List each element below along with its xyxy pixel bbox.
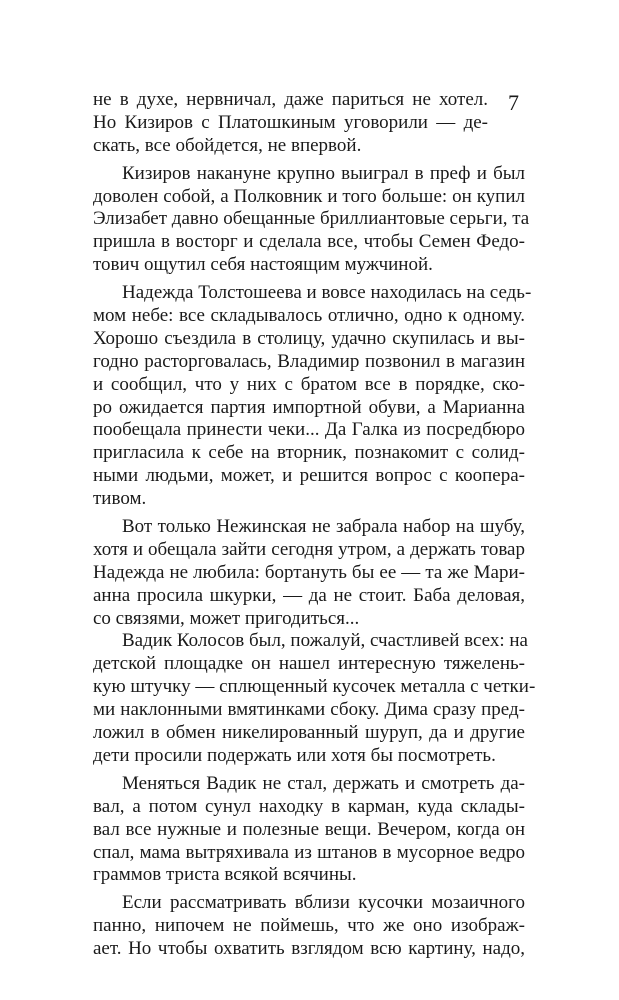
text-line: не в духе, нервничал, даже париться не хотел. bbox=[93, 89, 488, 110]
text-line: вал, а потом сунул находку в карман, куда склады- bbox=[93, 795, 525, 817]
text-line: ми наклонными вмятинками сбоку. Дима сразу пред- bbox=[93, 699, 525, 721]
text-line: граммов триста всякой всячины. bbox=[93, 864, 357, 886]
text-line: годно расторговалась, Владимир позвонил в магазин bbox=[93, 350, 525, 372]
text-line: анна просила шкурки, — да не стоит. Баба деловая, bbox=[93, 584, 525, 606]
text-line: спал, мама вытряхивала из штанов в мусорное ведро bbox=[93, 841, 525, 863]
text-line: кую штучку — сплющенный кусочек металла с четки- bbox=[93, 676, 536, 698]
text-line: пообещала принести чеки... Да Галка из посредбюро bbox=[93, 419, 525, 441]
text-line: со связями, может пригодиться... bbox=[93, 607, 360, 629]
text-line: вал все нужные и полезные вещи. Вечером, когда он bbox=[93, 818, 525, 840]
text-line: ает. Но чтобы охватить взглядом всю картину, надо, bbox=[93, 938, 525, 960]
text-line: хотя и обещала зайти сегодня утром, а держать товар bbox=[93, 538, 525, 560]
text-line: Вадик Колосов был, пожалуй, счастливей всех: на bbox=[122, 630, 528, 652]
text-line: мом небе: все складывалось отлично, одно к одному. bbox=[93, 305, 525, 327]
text-line: ро ожидается партия импортной обуви, а Марианна bbox=[93, 396, 525, 418]
text-line: ными людьми, может, и решится вопрос с коопера- bbox=[93, 465, 525, 487]
body-text bbox=[93, 89, 536, 961]
text-line: Хорошо съездила в столицу, удачно скупилась и вы- bbox=[93, 327, 525, 349]
text-line: скать, все обойдется, не впервой. bbox=[93, 134, 362, 156]
text-line: пригласила к себе на вторник, познакомит с солид- bbox=[93, 442, 525, 464]
text-line: тивом. bbox=[93, 488, 147, 510]
text-line: тович ощутил себя настоящим мужчиной. bbox=[93, 254, 433, 276]
text-line: ложил в обмен никелированный шуруп, да и другие bbox=[93, 722, 525, 744]
text-line: Но Кизиров с Платошкиным уговорили — де- bbox=[93, 111, 488, 133]
text-line: Кизиров накануне крупно выиграл в преф и был bbox=[122, 162, 525, 184]
text-line: Надежда Толстошеева и вовсе находилась на седь- bbox=[122, 282, 532, 304]
text-line: Элизабет давно обещанные бриллиантовые серьги, та bbox=[93, 208, 530, 230]
text-line: Меняться Вадик не стал, держать и смотреть да- bbox=[122, 772, 525, 794]
text-line: панно, нипочем не поймешь, что же оно изображ- bbox=[93, 915, 525, 937]
text-line: дети просили подержать или хотя бы посмотреть. bbox=[93, 744, 496, 766]
text-line: детской площадке он нашел интересную тяжелень- bbox=[93, 653, 525, 675]
text-line: доволен собой, а Полковник и того больше: он купил bbox=[93, 185, 525, 207]
text-line: Если рассматривать вблизи кусочки мозаичного bbox=[122, 892, 525, 914]
text-line: и сообщил, что у них с братом все в порядке, ско- bbox=[93, 373, 525, 395]
text-line: Надежда не любила: бортануть бы ее — та же Мари- bbox=[93, 561, 525, 583]
text-line: пришла в восторг и сделала все, чтобы Семен Федо- bbox=[93, 231, 525, 253]
text-line: Вот только Нежинская не забрала набор на шубу, bbox=[122, 516, 525, 538]
page-number: 7 bbox=[508, 90, 519, 115]
